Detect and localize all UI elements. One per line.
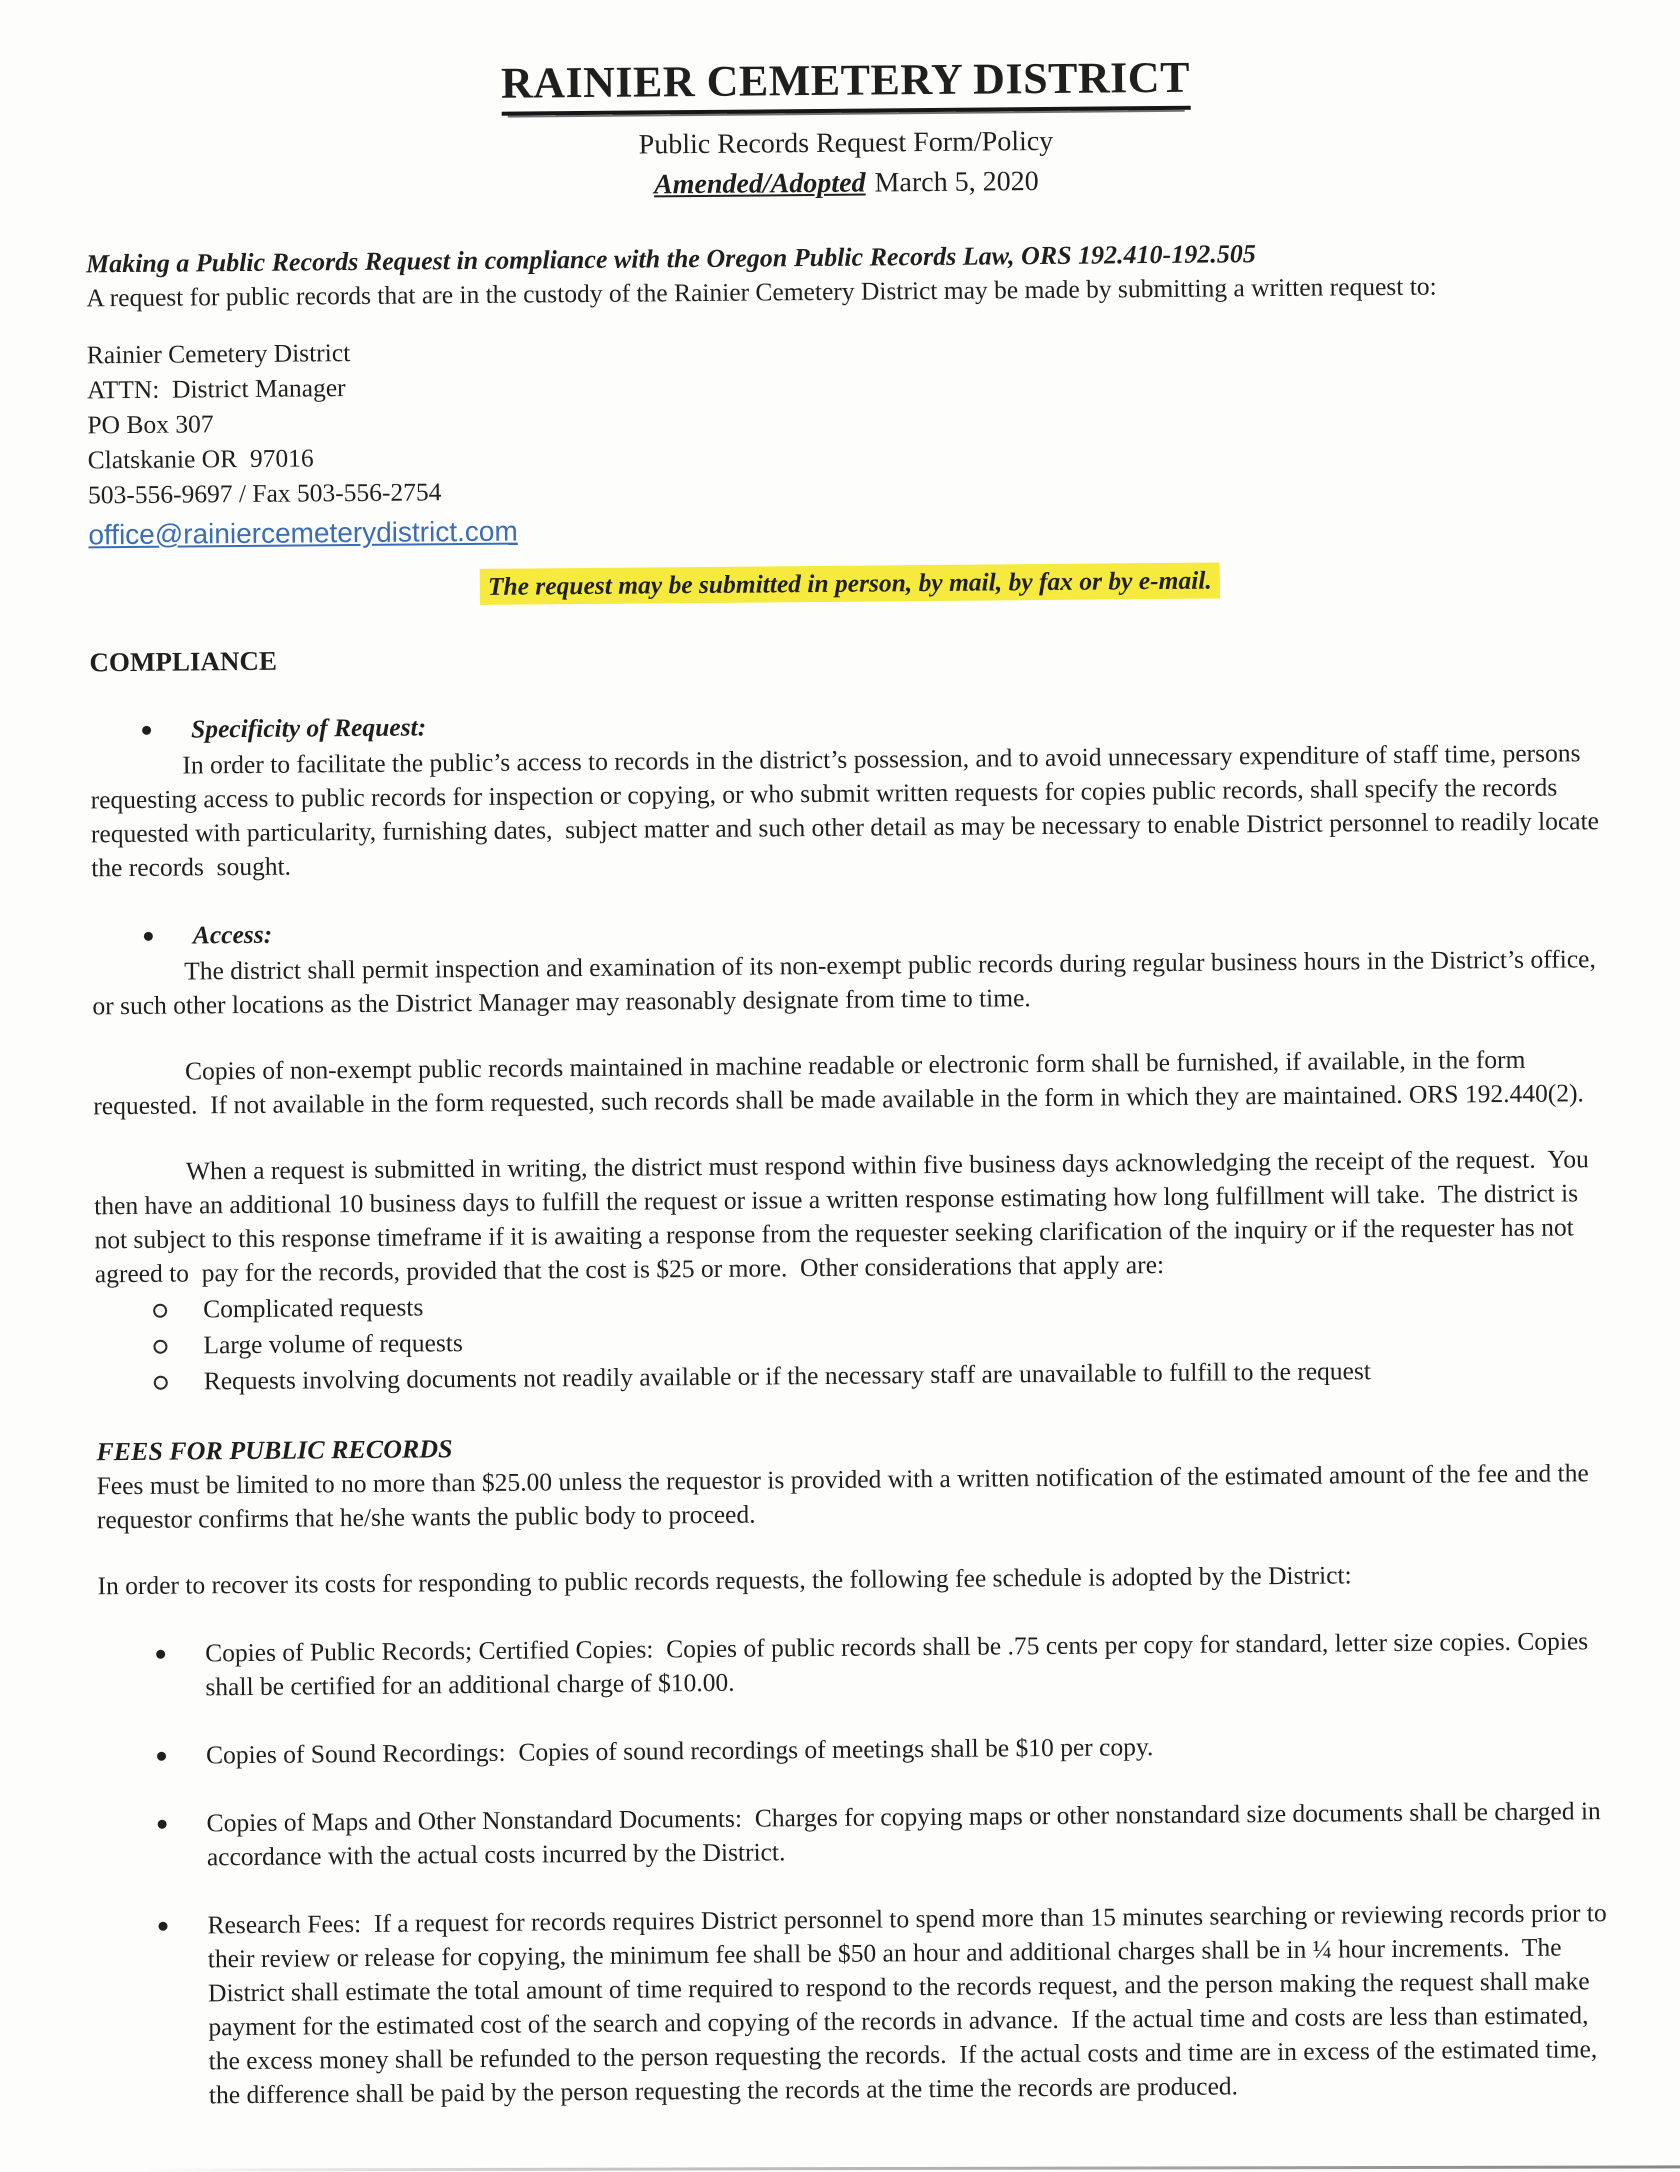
consideration-text: Complicated requests [202,1292,424,1324]
circle-bullet-icon [153,1340,167,1354]
machine-readable-paragraph: Copies of non-exempt public records maintained in machine readable or electronic form shall be furnished, if available, in the form requested. If not available in the form requested, such records shall be made available in the form in which they are maintained. ORS 192.440(2). [93,1044,1584,1121]
amended-line [85,160,1607,207]
address-line: PO Box 307 [87,409,214,440]
page-title [84,49,1606,119]
response-time-paragraph: When a request is submitted in writing, the district must respond within five business days acknowledging the receipt of the request. You then have an additional 10 business days to fulfill the request or issue a written response estimating how long fulfillment will take. The district is not subject to this response timeframe if it is awaiting a response from the requester seeking clarification of the inquiry or if the requester has not agreed to pay for the records, provided that the cost is $25 or more. Other considerations that apply are: [94,1144,1589,1289]
fee-item-copies [98,1624,1621,1705]
email-row [88,504,1610,553]
bullet-icon [158,1922,167,1931]
consideration-text: Requests involving documents not readily available or if the necessary staff are unavailable to fulfill to the request [203,1356,1372,1396]
compliance-heading: COMPLIANCE [89,645,278,678]
scanner-edge-artifact [140,2165,1680,2171]
email-link[interactable]: office@rainiercemeterydistrict.com [88,515,518,551]
fees-heading: FEES FOR PUBLIC RECORDS [96,1434,453,1467]
bullet-icon [144,931,153,940]
fee-item-text: Copies of Sound Recordings: Copies of sound recordings of meetings shall be $10 per copy. [205,1732,1154,1770]
bullet-icon [157,1752,166,1761]
fee-item-text: Copies of Maps and Other Nonstandard Documents: Charges for copying maps or other nonstandard size documents shall be charged in accordance with the actual costs incurred by the District. [206,1796,1601,1872]
fees-schedule-intro: In order to recover its costs for responding to public records requests, the following fee schedule is adopted by the District: [97,1560,1352,1601]
fee-item-text: Research Fees: If a request for records requires District personnel to spend more than 15 minutes searching or reviewing records prior to their review or release for copying, the minimum fee shall be $50 an hour and additional charges shall be in ¼ hour increments. The District shall estimate the total amount of time required to respond to the records request, and the person making the request shall make payment for the estimated cost of the search and copying of the records in advance. If the actual time and costs are less than estimated, the excess money shall be refunded to the person requesting the records. If the actual costs and time are in excess of the estimated time, the difference shall be paid by the person requesting the records at the time the records are produced. [207,1898,1607,2110]
making-request-heading: Making a Public Records Request in compliance with the Oregon Public Records Law, ORS 192.410-192.505 [85,239,1256,279]
amended-date: March 5, 2020 [874,166,1039,199]
address-line: ATTN: District Manager [86,373,346,405]
bullet-label: Specificity of Request: [190,712,427,744]
fee-item-text: Copies of Public Records; Certified Copies: Copies of public records shall be .75 cents per copy for standard, letter size copies. Copies shall be certified for an additional charge of $10.00. [205,1626,1589,1702]
document-header [84,49,1607,207]
circle-bullet-icon [153,1304,167,1318]
circle-bullet-icon [154,1376,168,1390]
highlighted-note: The request may be submitted in person, by mail, by fax or by e-mail. [480,562,1220,604]
bullet-label: Access: [192,919,273,950]
page-title-text: RAINIER CEMETERY DISTRICT [501,53,1190,116]
fee-item-sound-recordings [99,1726,1621,1773]
bullet-icon [156,1650,165,1659]
request-instruction: A request for public records that are in the custody of the Rainier Cemetery District may be made by submitting a written request to: [86,271,1437,313]
document-subtitle: Public Records Request Form/Policy [638,125,1054,161]
address-line: 503-556-9697 / Fax 503-556-2754 [87,477,442,510]
fee-item-research-fees [100,1896,1624,2113]
bullet-icon [158,1820,167,1829]
fees-limit-paragraph: Fees must be limited to no more than $25.00 unless the requestor is provided with a written notification of the estimated amount of the fee and the requestor confirms that he/she wants the public body to proceed. [96,1458,1589,1535]
address-line: Clatskanie OR 97016 [87,443,314,475]
bullet-icon [142,725,151,734]
consideration-text: Large volume of requests [203,1328,463,1360]
fee-item-maps [99,1794,1622,1875]
address-line: Rainier Cemetery District [86,338,351,370]
highlight-row [89,560,1611,607]
amended-label: Amended/Adopted [653,167,866,201]
district-address-block [87,324,1611,553]
specificity-paragraph: In order to facilitate the public’s access to records in the district’s possession, and to avoid unnecessary expenditure of staff time, persons requesting access to public records for inspection or copying, or who submit written requests for copies public records, shall specify the records requested with particularity, furnishing dates, subject matter and such other detail as may be necessary to enable District personnel to readily locate the records sought. [90,738,1600,883]
access-paragraph: The district shall permit inspection and examination of its non-exempt public records during regular business hours in the District’s office, or such other locations as the District Manager may reasonably designate from time to time. [92,944,1596,1021]
